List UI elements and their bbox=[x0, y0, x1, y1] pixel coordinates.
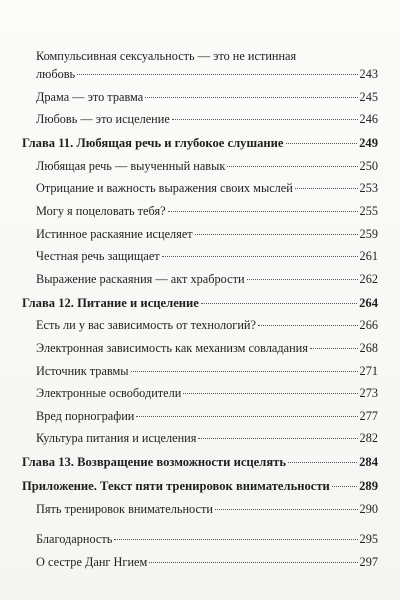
leader-dots bbox=[172, 119, 358, 120]
toc-page-number: 253 bbox=[359, 181, 378, 196]
toc-page-number: 261 bbox=[359, 249, 378, 264]
leader-dots bbox=[258, 325, 358, 326]
toc-page-number: 246 bbox=[359, 112, 378, 127]
toc-entry bbox=[22, 408, 378, 424]
toc-page-number: 289 bbox=[359, 479, 378, 494]
toc-entry bbox=[22, 271, 378, 287]
toc-entry-title: Любовь — это исцеление bbox=[36, 112, 170, 127]
toc-page-number: 277 bbox=[359, 408, 378, 423]
toc-entry-title: Благодарность bbox=[36, 531, 113, 546]
toc-page-number: 245 bbox=[359, 89, 378, 104]
leader-dots bbox=[286, 143, 358, 144]
toc-chapter bbox=[22, 454, 378, 470]
toc-entry-title: Культура питания и исцеления bbox=[36, 431, 197, 446]
leader-dots bbox=[332, 486, 357, 487]
leader-dots bbox=[183, 393, 357, 394]
leader-dots bbox=[227, 166, 357, 167]
toc-entry-title: Источник травмы bbox=[36, 363, 129, 378]
leader-dots bbox=[162, 256, 358, 257]
leader-dots bbox=[168, 211, 358, 212]
toc-entry-title: Истинное раскаяние исцеляет bbox=[36, 226, 193, 241]
toc-entry bbox=[22, 385, 378, 401]
leader-dots bbox=[288, 462, 357, 463]
toc-chapter-title: Приложение. Текст пяти тренировок внимательности bbox=[22, 479, 330, 494]
leader-dots bbox=[149, 562, 357, 563]
toc-entry-title: Есть ли у вас зависимость от технологий? bbox=[36, 318, 256, 333]
toc-page-number: 268 bbox=[359, 340, 378, 355]
toc-entry-title: Драма — это травма bbox=[36, 89, 144, 104]
toc-entry-title: Честная речь защищает bbox=[36, 249, 160, 264]
toc-entry-title: Вред порнографии bbox=[36, 408, 135, 423]
toc-chapter-title: Глава 12. Питание и исцеление bbox=[22, 295, 199, 310]
leader-dots bbox=[310, 348, 358, 349]
toc-entry bbox=[22, 501, 378, 517]
leader-dots bbox=[114, 539, 357, 540]
toc-entry bbox=[22, 248, 378, 264]
toc-entry-title: Любящая речь — выученный навык bbox=[36, 158, 226, 173]
toc-page-number: 250 bbox=[359, 158, 378, 173]
leader-dots bbox=[247, 279, 358, 280]
toc-page-number: 262 bbox=[359, 271, 378, 286]
toc-page-number: 290 bbox=[359, 501, 378, 516]
leader-dots bbox=[195, 234, 358, 235]
toc-entry-title-line1: Компульсивная сексуальность — это не истинная bbox=[36, 49, 297, 63]
toc-entry bbox=[22, 180, 378, 196]
toc-page-number: 282 bbox=[359, 431, 378, 446]
leader-dots bbox=[145, 97, 357, 98]
leader-dots bbox=[136, 416, 357, 417]
toc-entry bbox=[22, 111, 378, 127]
toc-entry bbox=[22, 158, 378, 174]
toc-page-number: 284 bbox=[359, 455, 378, 470]
toc-page-number: 243 bbox=[359, 67, 378, 81]
toc-entry bbox=[22, 363, 378, 379]
toc-entry-title-line2: любовь bbox=[36, 67, 76, 81]
toc-entry bbox=[22, 531, 378, 547]
toc-entry-title: Пять тренировок внимательности bbox=[36, 501, 213, 516]
toc-chapter bbox=[22, 135, 378, 151]
leader-dots bbox=[201, 303, 357, 304]
toc-page-number: 295 bbox=[359, 531, 378, 546]
leader-dots bbox=[295, 188, 358, 189]
toc-entry-title: Отрицание и важность выражения своих мыслей bbox=[36, 181, 293, 196]
leader-dots bbox=[77, 74, 357, 75]
toc-page-number: 271 bbox=[359, 363, 378, 378]
toc-entry bbox=[22, 48, 378, 82]
toc-page-number: 297 bbox=[359, 554, 378, 569]
toc-page-number: 264 bbox=[359, 295, 378, 310]
toc-page-number: 259 bbox=[359, 226, 378, 241]
toc-page-number: 249 bbox=[359, 136, 378, 151]
toc-page-number: 255 bbox=[359, 203, 378, 218]
leader-dots bbox=[131, 371, 358, 372]
toc-page-number: 266 bbox=[359, 318, 378, 333]
toc-entry bbox=[22, 554, 378, 570]
toc-page-number: 273 bbox=[359, 386, 378, 401]
toc-entry-title: Электронные освободители bbox=[36, 386, 182, 401]
toc-entry-title: Могу я поцеловать тебя? bbox=[36, 203, 166, 218]
toc-entry-title: О сестре Данг Нгием bbox=[36, 554, 148, 569]
toc-entry bbox=[22, 317, 378, 333]
toc-chapter-title: Глава 13. Возвращение возможности исцелять bbox=[22, 455, 286, 470]
toc-chapter bbox=[22, 295, 378, 311]
toc-chapter bbox=[22, 478, 378, 494]
toc-entry bbox=[22, 226, 378, 242]
toc-entry-title: Выражение раскаяния — акт храбрости bbox=[36, 271, 245, 286]
table-of-contents bbox=[22, 48, 378, 576]
leader-dots bbox=[198, 438, 357, 439]
leader-dots bbox=[215, 509, 358, 510]
toc-entry bbox=[22, 203, 378, 219]
toc-entry bbox=[22, 340, 378, 356]
toc-entry-title: Электронная зависимость как механизм совладания bbox=[36, 340, 308, 355]
toc-entry bbox=[22, 430, 378, 446]
toc-entry bbox=[22, 89, 378, 105]
toc-chapter-title: Глава 11. Любящая речь и глубокое слушание bbox=[22, 136, 284, 151]
